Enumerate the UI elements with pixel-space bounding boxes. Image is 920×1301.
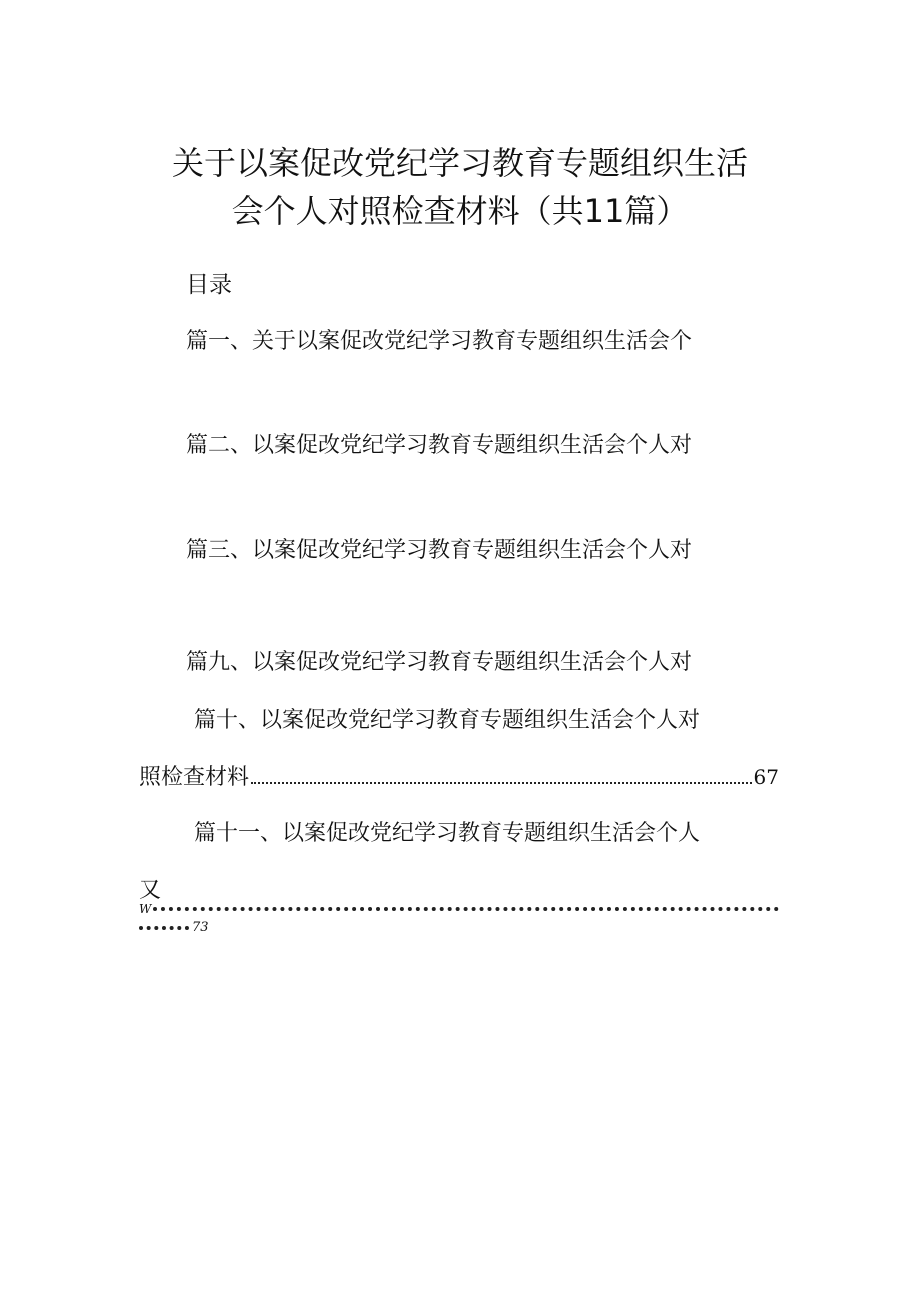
dot-leader xyxy=(251,782,752,784)
document-title-line-1: 关于以案促改党纪学习教育专题组织生活 xyxy=(171,144,748,182)
document-title-line-2: 会个人对照检查材料（共11篇） xyxy=(231,192,689,230)
toc-entry-3[interactable]: 篇三、以案促改党纪学习教育专题组织生活会个人对 xyxy=(186,538,693,563)
toc-entry-10[interactable]: 篇十、以案促改党纪学习教育专题组织生活会个人对 xyxy=(194,708,701,733)
toc-entry-11-page-number: 73 xyxy=(192,920,209,935)
toc-entry-1[interactable]: 篇一、关于以案促改党纪学习教育专题组织生活会个 xyxy=(186,329,693,354)
toc-entry-10-continuation[interactable] xyxy=(139,760,779,791)
toc-entry-11-leader-row xyxy=(139,902,779,916)
toc-entry-11[interactable]: 篇十一、以案促改党纪学习教育专题组织生活会个人 xyxy=(194,821,701,846)
garbled-prefix: W xyxy=(139,902,152,916)
toc-entry-9[interactable]: 篇九、以案促改党纪学习教育专题组织生活会个人对 xyxy=(186,650,693,675)
toc-entry-10-continuation-text: 照检查材料 xyxy=(139,765,250,790)
toc-entry-11-continuation[interactable]: 又 xyxy=(139,878,162,903)
dot-leader xyxy=(139,926,189,930)
dot-leader xyxy=(153,907,779,911)
toc-entry-2[interactable]: 篇二、以案促改党纪学习教育专题组织生活会个人对 xyxy=(186,433,693,458)
toc-heading: 目录 xyxy=(186,272,232,298)
toc-entry-10-page-number: 67 xyxy=(753,765,779,789)
toc-entry-11-page-row xyxy=(139,920,209,935)
